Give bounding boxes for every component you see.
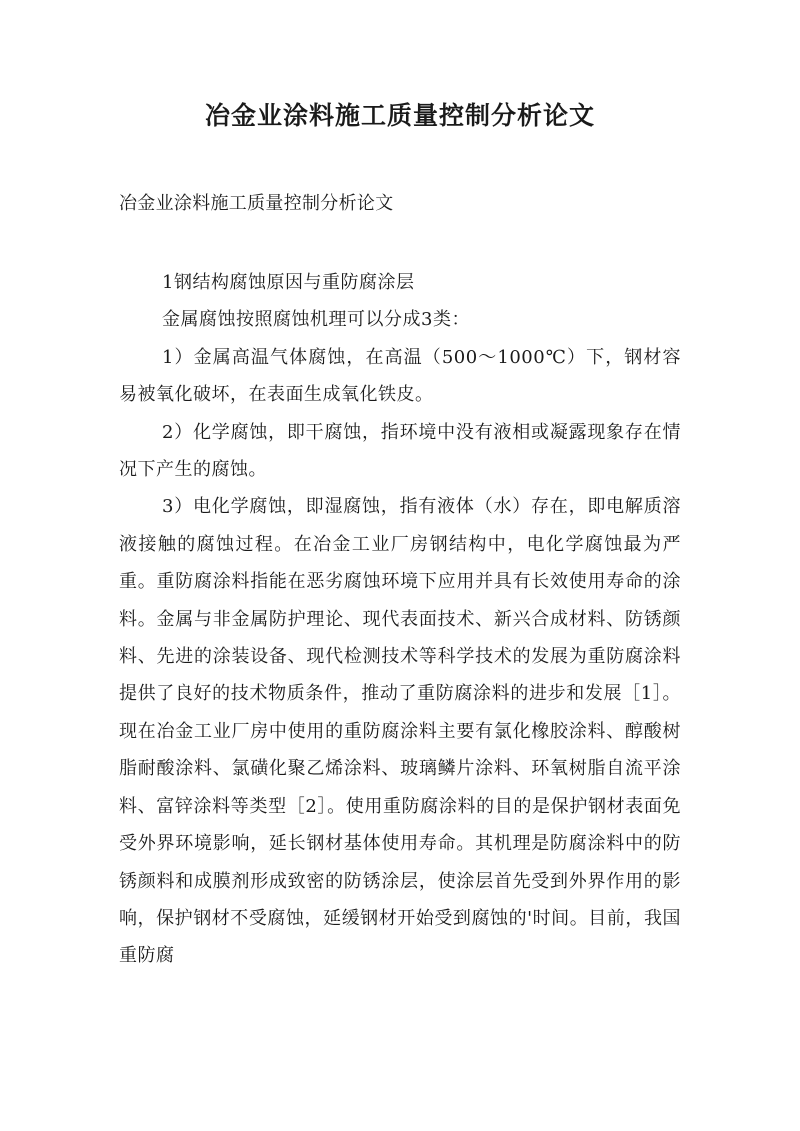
paragraph: 3）电化学腐蚀，即湿腐蚀，指有液体（水）存在，即电解质溶液接触的腐蚀过程。在冶金工业厂房钢结构中，电化学腐蚀最为严重。重防腐涂料指能在恶劣腐蚀环境下应用并具有长效使用寿命的涂料。金属与非金属防护理论、现代表面技术、新兴合成材料、防锈颜料、先进的涂装设备、现代检测技术等科学技术的发展为重防腐涂料提供了良好的技术物质条件，推动了重防腐涂料的进步和发展［1］。现在冶金工业厂房中使用的重防腐涂料主要有氯化橡胶涂料、醇酸树脂耐酸涂料、氯磺化聚乙烯涂料、玻璃鳞片涂料、环氧树脂自流平涂料、富锌涂料等类型［2］。使用重防腐涂料的目的是保护钢材表面免受外界环境影响，延长钢材基体使用寿命。其机理是防腐涂料中的防锈颜料和成膜剂形成致密的防锈涂层，使涂层首先受到外界作用的影响，保护钢材不受腐蚀，延缓钢材开始受到腐蚀的'时间。目前，我国重防腐 xyxy=(119,496,681,967)
paragraph: 金属腐蚀按照腐蚀机理可以分成3类： xyxy=(162,309,470,331)
section-heading: 1钢结构腐蚀原因与重防腐涂层 xyxy=(162,272,415,293)
document-subtitle: 冶金业涂料施工质量控制分析论文 xyxy=(119,193,394,214)
paragraph: 2）化学腐蚀，即干腐蚀，指环境中没有液相或凝露现象存在情况下产生的腐蚀。 xyxy=(119,421,681,481)
document-title: 冶金业涂料施工质量控制分析论文 xyxy=(204,101,595,130)
document-body xyxy=(119,264,681,975)
paragraph: 1）金属高温气体腐蚀，在高温（500～1000℃）下，钢材容易被氧化破坏，在表面生成氧化铁皮。 xyxy=(119,346,681,406)
